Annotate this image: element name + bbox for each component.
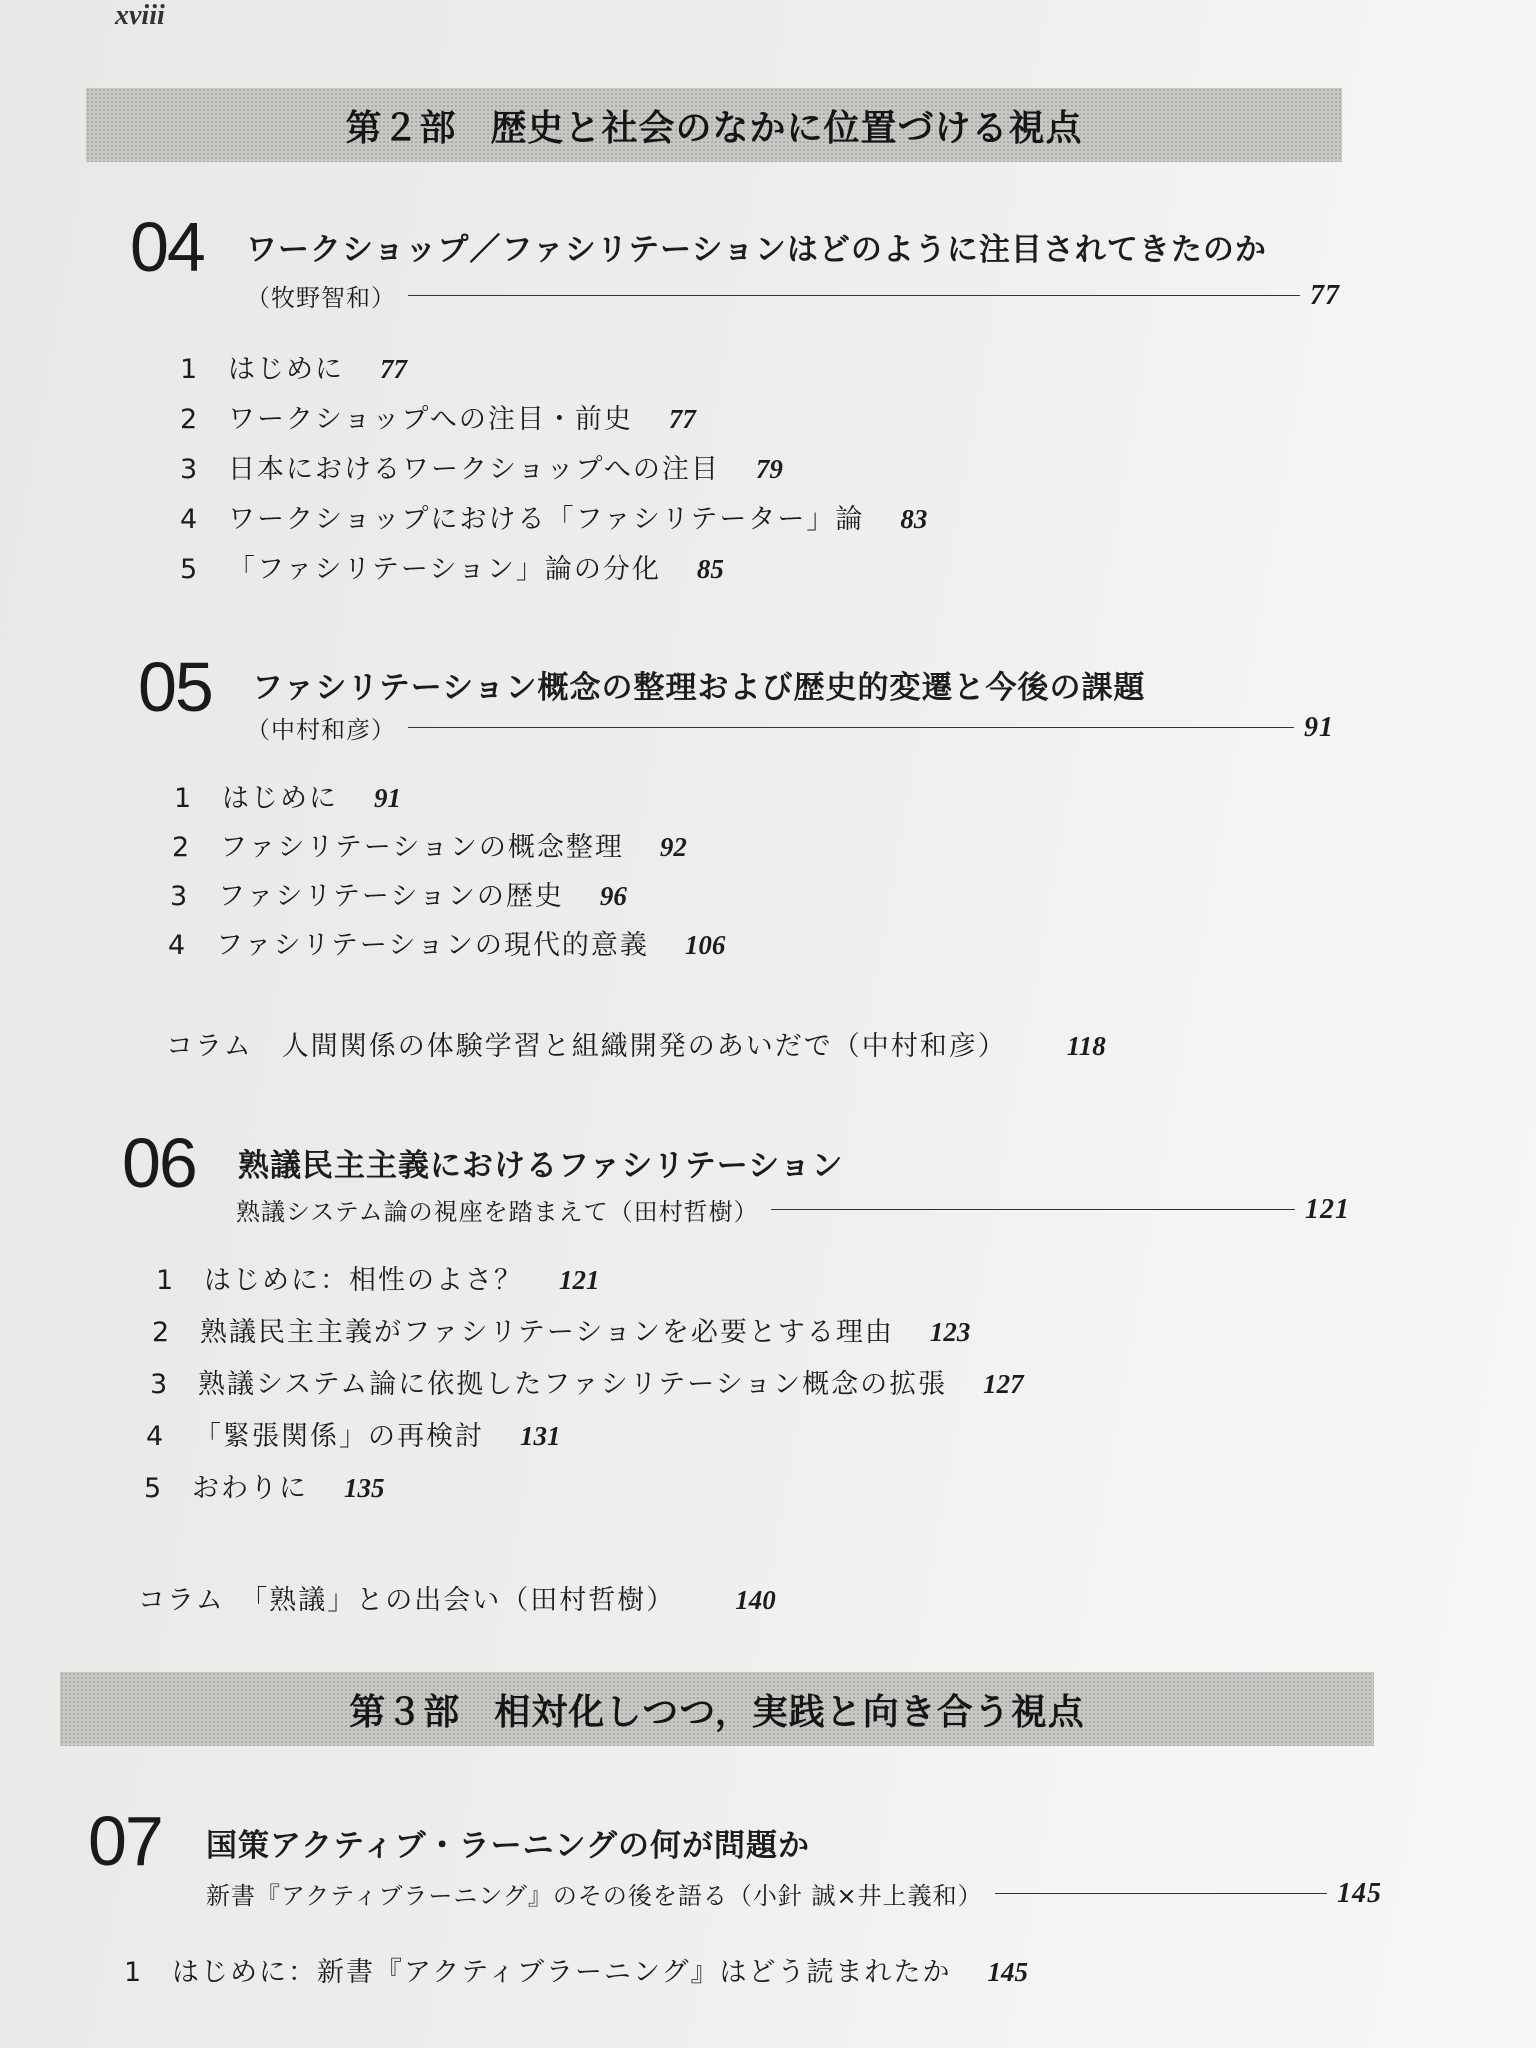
toc-item xyxy=(174,776,401,815)
item-number: 1 xyxy=(174,783,192,814)
toc-item xyxy=(170,874,627,913)
item-title: はじめに：新書『アクティブラーニング』はどう読まれたか xyxy=(172,1957,952,1988)
item-title: ファシリテーションの現代的意義 xyxy=(216,930,649,961)
toc-item xyxy=(180,447,783,486)
toc-item xyxy=(172,825,687,864)
column-page: 140 xyxy=(735,1585,776,1615)
item-number: 5 xyxy=(180,554,198,585)
item-title: 熟議システム論に依拠したファシリテーション概念の拡張 xyxy=(198,1369,948,1400)
chapter-04-author: （牧野智和） xyxy=(246,284,396,312)
chapter-04-page: 77 xyxy=(1310,279,1340,311)
item-number: 4 xyxy=(180,504,198,535)
part-2-title: 歴史と社会のなかに位置づける視点 xyxy=(490,107,1083,149)
toc-item xyxy=(124,1950,1028,1989)
column-title: コラム 人間関係の体験学習と組織開発のあいだで（中村和彦） xyxy=(166,1031,1007,1062)
toc-item xyxy=(180,347,407,386)
item-page: 131 xyxy=(520,1421,561,1451)
item-title: はじめに xyxy=(228,354,344,385)
leader-rule xyxy=(995,1893,1327,1894)
item-number: 1 xyxy=(180,354,198,385)
item-title: 日本におけるワークショップへの注目 xyxy=(228,454,720,485)
item-page: 106 xyxy=(684,930,726,960)
item-number: 3 xyxy=(150,1369,168,1400)
item-title: ファシリテーションの歴史 xyxy=(218,881,564,912)
chapter-06-title: 熟議民主主義におけるファシリテーション xyxy=(238,1148,844,1184)
item-number: 2 xyxy=(172,832,190,863)
item-page: 135 xyxy=(344,1473,385,1503)
chapter-05-title: ファシリテーション概念の整理および歴史的変遷と今後の課題 xyxy=(252,670,1146,706)
item-title: 「ファシリテーション」論の分化 xyxy=(228,554,661,585)
item-page: 77 xyxy=(668,404,696,434)
item-title: ファシリテーションの概念整理 xyxy=(220,832,624,863)
item-title: 「緊張関係」の再検討 xyxy=(194,1421,484,1452)
toc-item xyxy=(180,547,724,586)
page-folio: xviii xyxy=(115,0,165,31)
chapter-06-subtitle: 熟議システム論の視座を踏まえて（田村哲樹） xyxy=(236,1198,759,1226)
column-entry xyxy=(166,1024,1106,1063)
toc-item xyxy=(146,1414,561,1453)
part-3-title: 相対化しつつ，実践と向き合う視点 xyxy=(494,1691,1085,1733)
toc-item xyxy=(156,1258,600,1297)
chapter-07-subtitle-line xyxy=(206,1876,1382,1911)
chapter-06-subtitle-line xyxy=(236,1192,1350,1227)
item-page: 91 xyxy=(374,783,401,813)
part-3-label: 第３部 xyxy=(349,1691,461,1733)
chapter-06-page: 121 xyxy=(1305,1193,1350,1225)
toc-item xyxy=(150,1362,1024,1401)
item-page: 127 xyxy=(983,1369,1024,1399)
leader-rule xyxy=(408,727,1294,728)
item-number: 1 xyxy=(124,1957,142,1988)
toc-item xyxy=(180,397,696,436)
chapter-05-page: 91 xyxy=(1304,711,1334,743)
toc-item xyxy=(168,923,725,962)
item-page: 123 xyxy=(929,1317,971,1347)
chapter-06-number: 06 xyxy=(122,1124,196,1202)
chapter-04-title: ワークショップ／ファシリテーションはどのように注目されてきたのか xyxy=(246,232,1267,268)
item-title: 熟議民主主義がファシリテーションを必要とする理由 xyxy=(200,1317,894,1348)
part-2-label: 第２部 xyxy=(345,107,457,149)
chapter-04-number: 04 xyxy=(130,208,204,286)
item-title: おわりに xyxy=(192,1473,308,1504)
item-page: 83 xyxy=(900,504,928,534)
part-3-heading xyxy=(60,1672,1374,1746)
item-number: 3 xyxy=(180,454,198,485)
toc-item xyxy=(144,1466,385,1505)
item-page: 92 xyxy=(659,832,687,862)
item-number: 4 xyxy=(168,930,186,961)
part-2-heading xyxy=(86,88,1342,162)
item-number: 3 xyxy=(170,881,188,912)
item-number: 2 xyxy=(152,1317,170,1348)
item-page: 96 xyxy=(599,881,627,911)
item-title: ワークショップにおける「ファシリテーター」論 xyxy=(228,504,865,535)
item-page: 85 xyxy=(696,554,724,584)
chapter-05-author: （中村和彦） xyxy=(246,716,396,744)
item-number: 2 xyxy=(180,404,198,435)
chapter-07-subtitle: 新書『アクティブラーニング』のその後を語る（小針 誠×井上義和） xyxy=(206,1882,983,1910)
column-title: コラム 「熟議」との出会い（田村哲樹） xyxy=(138,1585,676,1616)
leader-rule xyxy=(408,295,1300,296)
toc-item xyxy=(152,1310,970,1349)
item-page: 79 xyxy=(755,454,783,484)
column-entry xyxy=(138,1578,776,1617)
item-page: 77 xyxy=(380,354,407,384)
chapter-04-subtitle-line xyxy=(246,278,1340,313)
chapter-05-subtitle-line xyxy=(246,710,1334,745)
item-title: はじめに：相性のよさ？ xyxy=(204,1265,523,1296)
item-title: ワークショップへの注目・前史 xyxy=(228,404,633,435)
chapter-05-number: 05 xyxy=(138,648,212,726)
item-number: 1 xyxy=(156,1265,174,1296)
column-page: 118 xyxy=(1066,1031,1106,1061)
item-number: 4 xyxy=(146,1421,164,1452)
item-page: 145 xyxy=(987,1957,1028,1987)
item-page: 121 xyxy=(559,1265,600,1295)
item-number: 5 xyxy=(144,1473,162,1504)
chapter-07-page: 145 xyxy=(1337,1877,1382,1909)
leader-rule xyxy=(771,1209,1295,1210)
toc-item xyxy=(180,497,927,536)
chapter-07-number: 07 xyxy=(88,1802,162,1880)
item-title: はじめに xyxy=(222,783,338,814)
chapter-07-title: 国策アクティブ・ラーニングの何が問題か xyxy=(206,1828,810,1864)
